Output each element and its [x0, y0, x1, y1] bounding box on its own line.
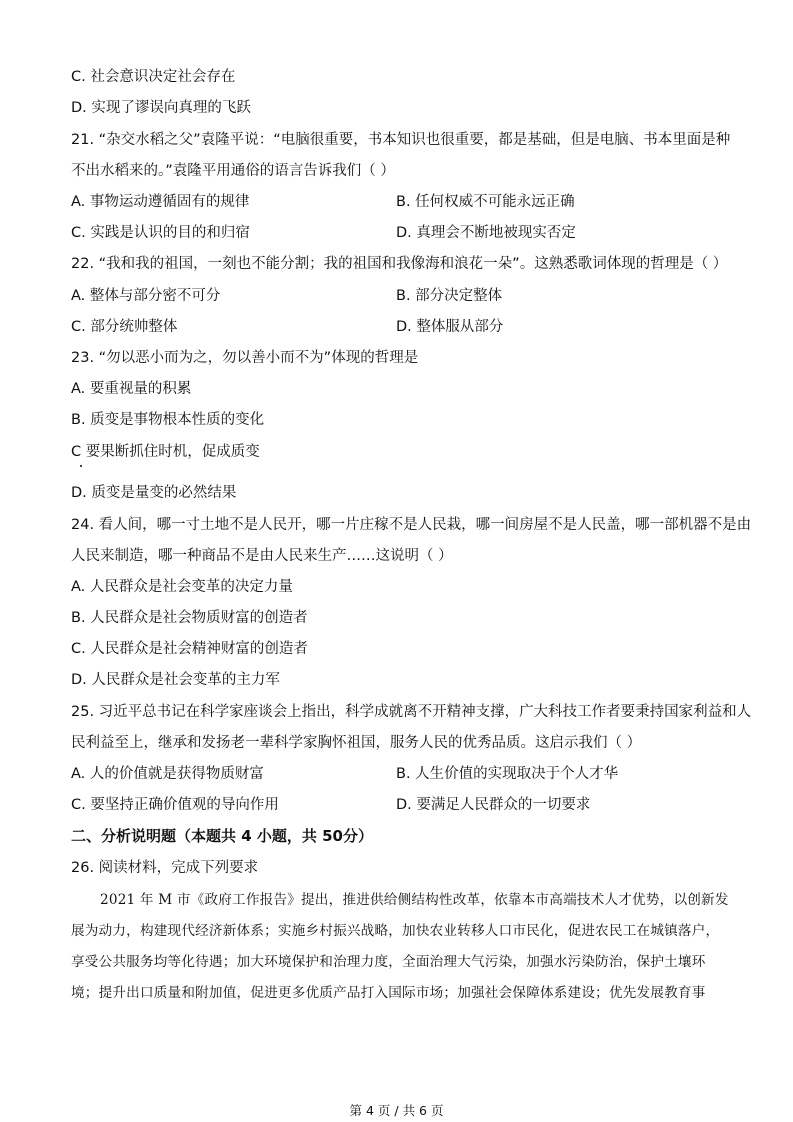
q21-option-d: D. 真理会不断地被现实否定	[396, 225, 576, 241]
q25-option-a: A. 人的价值就是获得物质财富	[71, 766, 264, 782]
q25-stem-line1: 25. 习近平总书记在科学家座谈会上指出，科学成就离不开精神支撑，广大科技工作者要秉持国家利益和人	[71, 704, 752, 720]
q24-stem-line1: 24. 看人间，哪一寸土地不是人民开，哪一片庄稼不是人民栽，哪一间房屋不是人民盖，哪一部机器不是由	[71, 517, 752, 533]
q21-option-b: B. 任何权威不可能永远正确	[396, 194, 575, 210]
q24-option-d: D. 人民群众是社会变革的主力军	[71, 672, 280, 688]
q22-stem: 22. “我和我的祖国，一刻也不能分割；我的祖国和我像海和浪花一朵”。这熟悉歌词体现的哲理是（ ）	[71, 256, 728, 272]
page-footer: 第 4 页 / 共 6 页	[349, 1103, 444, 1118]
q22-option-b: B. 部分决定整体	[396, 288, 503, 304]
q24-option-c: C. 人民群众是社会精神财富的创造者	[71, 641, 308, 657]
q21-stem-line1: 21. “杂交水稻之父”袁隆平说：“电脑很重要，书本知识也很重要，都是基础，但是电脑、书本里面是种	[71, 132, 731, 148]
q22-option-a: A. 整体与部分密不可分	[71, 288, 221, 304]
material-line: 2021 年 M 市《政府工作报告》提出，推进供给侧结构性改革，依靠本市高端技术人才优势，以创新发	[100, 892, 729, 908]
section-title: 二、分析说明题（本题共 4 小题，共 50分）	[71, 827, 373, 845]
option-d-prev: D. 实现了谬误向真理的飞跃	[71, 100, 251, 116]
stray-dot	[80, 465, 82, 467]
q25-stem-line2: 民利益至上，继承和发扬老一辈科学家胸怀祖国，服务人民的优秀品质。这启示我们（ ）	[71, 735, 642, 751]
q24-option-b: B. 人民群众是社会物质财富的创造者	[71, 610, 308, 626]
q24-stem-line2: 人民来制造，哪一种商品不是由人民来生产……这说明（ ）	[71, 548, 453, 564]
q22-option-c: C. 部分统帅整体	[71, 319, 178, 335]
q23-option-a: A. 要重视量的积累	[71, 381, 192, 397]
material-line: 享受公共服务均等化待遇；加大环境保护和治理力度，全面治理大气污染，加强水污染防治，保护土壤环	[71, 954, 706, 970]
q24-option-a: A. 人民群众是社会变革的决定力量	[71, 579, 293, 595]
q25-option-b: B. 人生价值的实现取决于个人才华	[396, 766, 619, 782]
q21-option-a: A. 事物运动遵循固有的规律	[71, 194, 250, 210]
option-c-prev: C. 社会意识决定社会存在	[71, 69, 236, 85]
q23-option-b: B. 质变是事物根本性质的变化	[71, 412, 265, 428]
q23-option-d: D. 质变是量变的必然结果	[71, 485, 237, 501]
q23-option-c: C 要果断抓住时机，促成质变	[71, 444, 260, 460]
q26-stem: 26. 阅读材料，完成下列要求	[71, 860, 259, 876]
q21-option-c: C. 实践是认识的目的和归宿	[71, 225, 250, 241]
material-line: 展为动力，构建现代经济新体系；实施乡村振兴战略，加快农业转移人口市民化，促进农民工在城镇落户，	[71, 923, 720, 939]
q22-option-d: D. 整体服从部分	[396, 319, 504, 335]
q25-option-d: D. 要满足人民群众的一切要求	[396, 797, 591, 813]
q23-stem: 23. “勿以恶小而为之，勿以善小而不为”体现的哲理是	[71, 350, 419, 366]
material-line: 境；提升出口质量和附加值，促进更多优质产品打入国际市场；加强社会保障体系建设；优先发展教育事	[71, 985, 706, 1001]
q25-option-c: C. 要坚持正确价值观的导向作用	[71, 797, 279, 813]
q21-stem-line2: 不出水稻来的。”袁隆平用通俗的语言告诉我们（ ）	[71, 163, 395, 179]
